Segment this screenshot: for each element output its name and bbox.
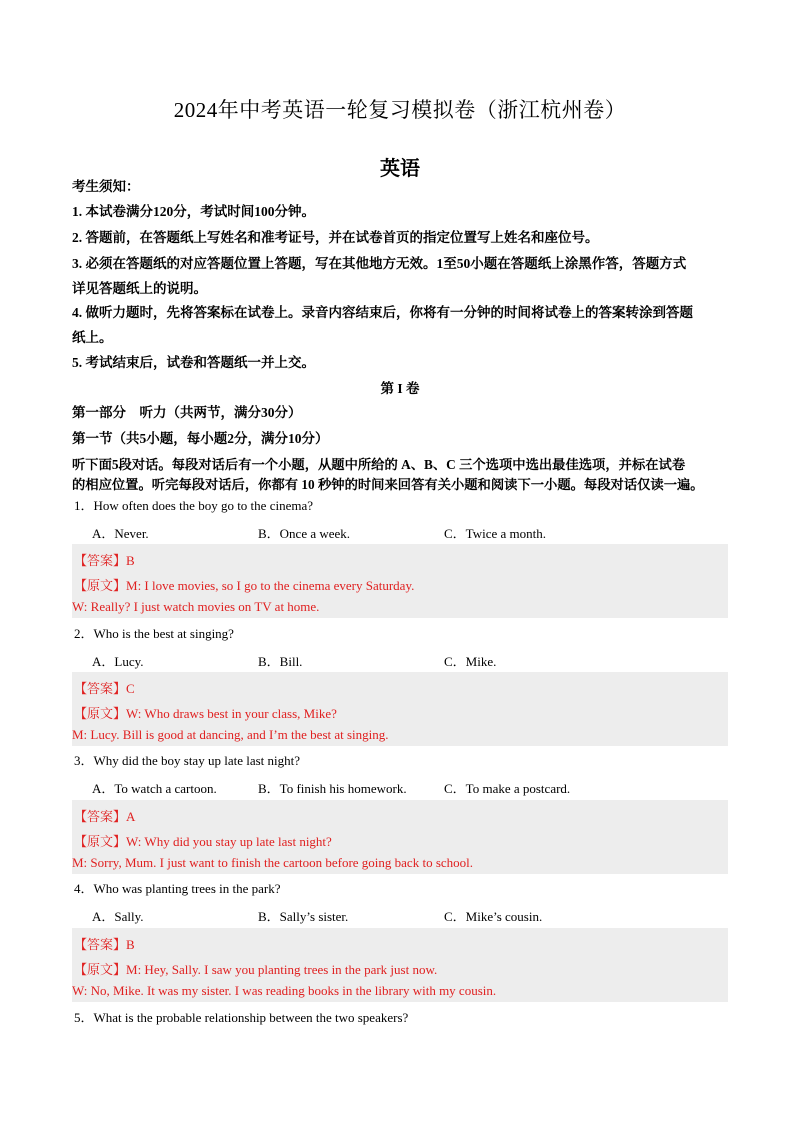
answer-line bbox=[74, 550, 135, 569]
option-b: B．Once a week. bbox=[258, 526, 351, 541]
transcript-text: W: Why did you stay up late last night? bbox=[126, 834, 332, 849]
option-c: C．Twice a month. bbox=[444, 526, 546, 541]
answer-line bbox=[74, 934, 135, 953]
question-1: 1．How often does the boy go to the cinema? bbox=[74, 498, 313, 513]
notice-item: 4. 做听力题时，先将答案标在试卷上。录音内容结束后，你将有一分钟的时间将试卷上的答案转涂到答题 bbox=[72, 305, 693, 320]
notice-item: 1. 本试卷满分120分，考试时间100分钟。 bbox=[72, 204, 315, 219]
question-4: 4．Who was planting trees in the park? bbox=[74, 881, 281, 896]
question-2: 2．Who is the best at singing? bbox=[74, 626, 234, 641]
notice-item: 5. 考试结束后，试卷和答题纸一并上交。 bbox=[72, 355, 315, 370]
option-b: B．To finish his homework. bbox=[258, 781, 407, 796]
notice-heading: 考生须知： bbox=[72, 179, 140, 194]
option-c: C．Mike. bbox=[444, 654, 497, 669]
answer-value: C bbox=[126, 681, 135, 696]
transcript-line bbox=[74, 703, 337, 722]
option-a: A．Never. bbox=[92, 526, 149, 541]
answer-label: 【答案】 bbox=[74, 553, 127, 568]
option-a: A．Lucy. bbox=[92, 654, 144, 669]
volume-heading: 第 I 卷 bbox=[380, 381, 420, 396]
notice-item: 2. 答题前，在答题纸上写姓名和准考证号，并在试卷首页的指定位置写上姓名和座位号。 bbox=[72, 230, 599, 245]
section-heading: 第一节（共5小题，每小题2分，满分10分） bbox=[72, 431, 329, 446]
answer-value: B bbox=[126, 937, 135, 952]
transcript-line bbox=[74, 959, 437, 978]
transcript-text: M: Hey, Sally. I saw you planting trees in the park just now. bbox=[126, 962, 438, 977]
answer-line bbox=[74, 806, 135, 825]
answer-label: 【答案】 bbox=[74, 681, 127, 696]
instructions-line: 听下面5段对话。每段对话后有一个小题，从题中所给的 A、B、C 三个选项中选出最佳选项，并标在试卷 bbox=[72, 457, 686, 472]
answer-value: B bbox=[126, 553, 135, 568]
answer-value: A bbox=[126, 809, 136, 824]
option-c: C．Mike’s cousin. bbox=[444, 909, 543, 924]
transcript-text: M: I love movies, so I go to the cinema every Saturday. bbox=[126, 578, 415, 593]
transcript-text: W: No, Mike. It was my sister. I was reading books in the library with my cousin. bbox=[72, 983, 497, 998]
option-a: A．Sally. bbox=[92, 909, 144, 924]
transcript-text: W: Who draws best in your class, Mike? bbox=[126, 706, 337, 721]
option-a: A．To watch a cartoon. bbox=[92, 781, 217, 796]
option-b: B．Bill. bbox=[258, 654, 303, 669]
transcript-line bbox=[74, 831, 332, 850]
instructions-line: 的相应位置。听完每段对话后，你都有 10 秒钟的时间来回答有关小题和阅读下一小题。每段对话仅读一遍。 bbox=[72, 477, 704, 492]
question-5: 5．What is the probable relationship between the two speakers? bbox=[74, 1010, 409, 1025]
notice-item: 详见答题纸上的说明。 bbox=[72, 281, 207, 296]
option-b: B．Sally’s sister. bbox=[258, 909, 349, 924]
question-3: 3．Why did the boy stay up late last night? bbox=[74, 753, 301, 768]
subject-heading: 英语 bbox=[380, 158, 420, 180]
transcript-label: 【原文】 bbox=[74, 578, 127, 593]
notice-item: 纸上。 bbox=[72, 330, 113, 345]
transcript-text: M: Sorry, Mum. I just want to finish the cartoon before going back to school. bbox=[72, 855, 474, 870]
exam-title: 2024年中考英语一轮复习模拟卷（浙江杭州卷） bbox=[173, 98, 627, 122]
answer-line bbox=[74, 678, 135, 697]
transcript-label: 【原文】 bbox=[74, 706, 127, 721]
transcript-text: W: Really? I just watch movies on TV at home. bbox=[72, 599, 320, 614]
transcript-text: M: Lucy. Bill is good at dancing, and I’m the best at singing. bbox=[72, 727, 389, 742]
notice-item: 3. 必须在答题纸的对应答题位置上答题，写在其他地方无效。1至50小题在答题纸上涂黑作答，答题方式 bbox=[72, 256, 687, 271]
transcript-label: 【原文】 bbox=[74, 834, 127, 849]
answer-label: 【答案】 bbox=[74, 937, 127, 952]
answer-label: 【答案】 bbox=[74, 809, 127, 824]
option-c: C．To make a postcard. bbox=[444, 781, 571, 796]
transcript-line bbox=[74, 575, 414, 594]
transcript-label: 【原文】 bbox=[74, 962, 127, 977]
part-heading: 第一部分 听力（共两节，满分30分） bbox=[72, 405, 302, 420]
